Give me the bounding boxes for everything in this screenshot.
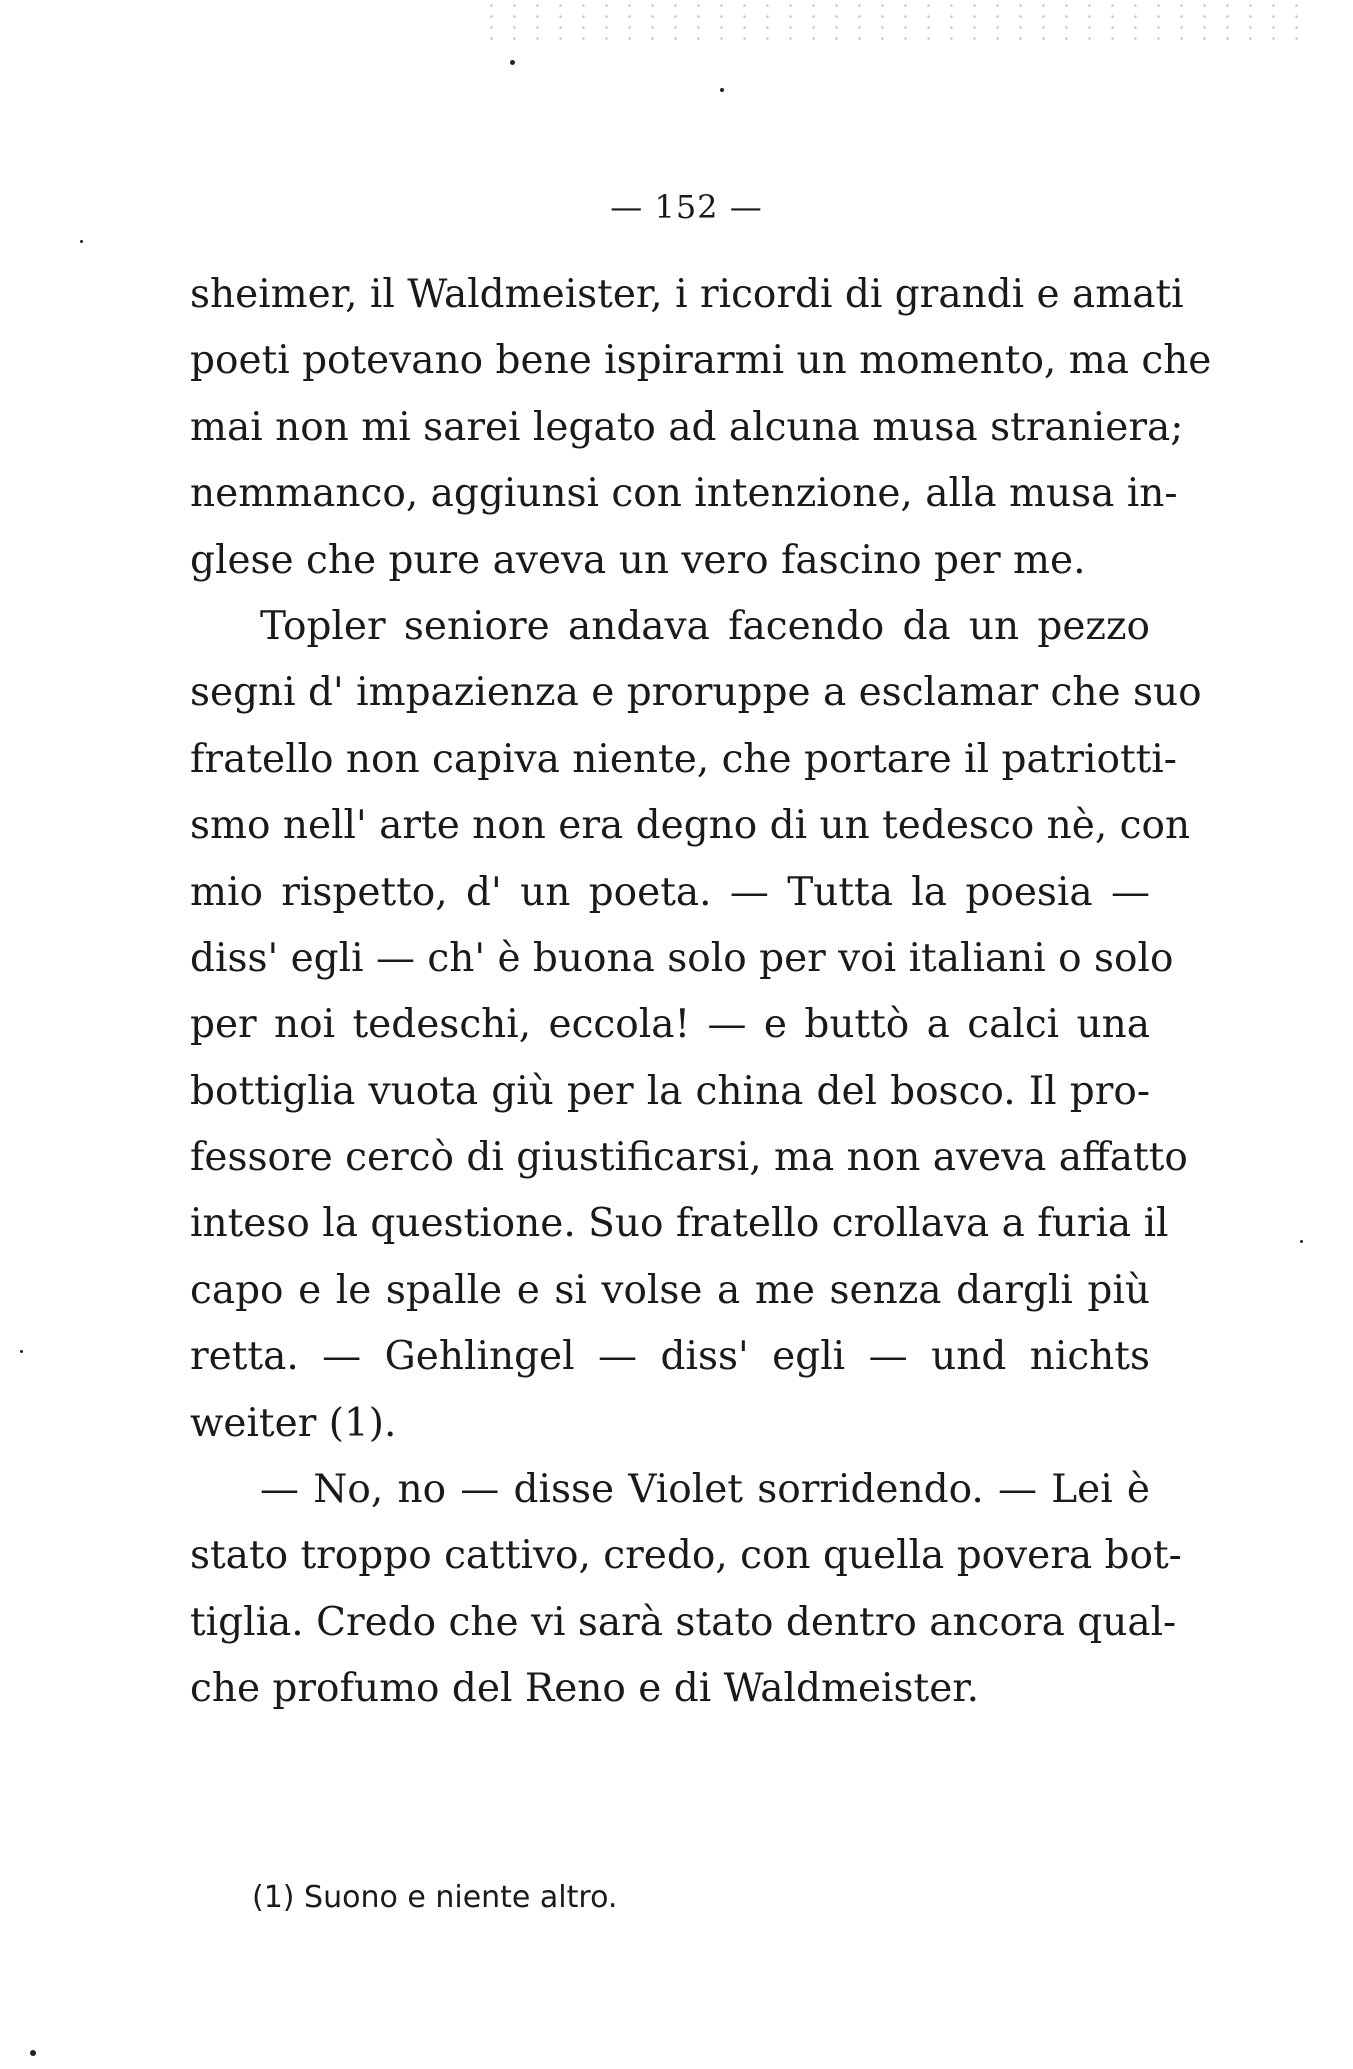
text-line: nemmanco, aggiunsi con intenzione, alla musa in- (190, 471, 1178, 517)
text-line: mai non mi sarei legato ad alcuna musa straniera; (190, 404, 1184, 450)
text-line: smo nell' arte non era degno di un tedesco nè, con (190, 803, 1191, 849)
scan-speck (510, 60, 515, 65)
scan-speck (80, 240, 83, 243)
scan-speck (30, 2050, 36, 2056)
text-line: — No, no — disse Violet sorridendo. — Lei è (260, 1467, 1150, 1513)
scan-speck (1300, 1240, 1303, 1243)
text-line: Topler seniore andava facendo da un pezzo (260, 603, 1150, 649)
text-line: weiter (1). (190, 1400, 397, 1446)
scan-speck (20, 1350, 23, 1353)
text-line: mio rispetto, d' un poeta. — Tutta la poesia — (190, 869, 1150, 915)
text-line: fessore cercò di giustificarsi, ma non aveva affatto (190, 1135, 1188, 1181)
text-line: per noi tedeschi, eccola! — e buttò a calci una (190, 1002, 1150, 1048)
scan-noise (480, 0, 1300, 40)
text-line: capo e le spalle e si volse a me senza dargli più (190, 1267, 1150, 1313)
scan-speck (720, 88, 724, 92)
text-line: tiglia. Credo che vi sarà stato dentro ancora qual- (190, 1599, 1177, 1645)
body-text (190, 262, 1212, 1723)
text-line: sheimer, il Waldmeister, i ricordi di grandi e amati (190, 272, 1184, 317)
footnote: (1) Suono e niente altro. (252, 1880, 618, 1915)
text-line: poeti potevano bene ispirarmi un momento, ma che (190, 338, 1212, 384)
text-line: stato troppo cattivo, credo, con quella povera bot- (190, 1533, 1182, 1579)
text-line: bottiglia vuota giù per la china del bosco. Il pro- (190, 1068, 1150, 1114)
text-line: diss' egli — ch' è buona solo per voi italiani o solo (190, 935, 1174, 981)
text-line: segni d' impazienza e proruppe a esclamar che suo (190, 670, 1202, 716)
text-line: retta. — Gehlingel — diss' egli — und nichts (190, 1334, 1150, 1380)
text-line: che profumo del Reno e di Waldmeister. (190, 1666, 980, 1712)
page-number: — 152 — (610, 188, 763, 226)
text-line: inteso la questione. Suo fratello crollava a furia il (190, 1201, 1169, 1247)
text-line: fratello non capiva niente, che portare il patriotti- (190, 736, 1177, 782)
text-line: glese che pure aveva un vero fascino per me. (190, 537, 1086, 583)
